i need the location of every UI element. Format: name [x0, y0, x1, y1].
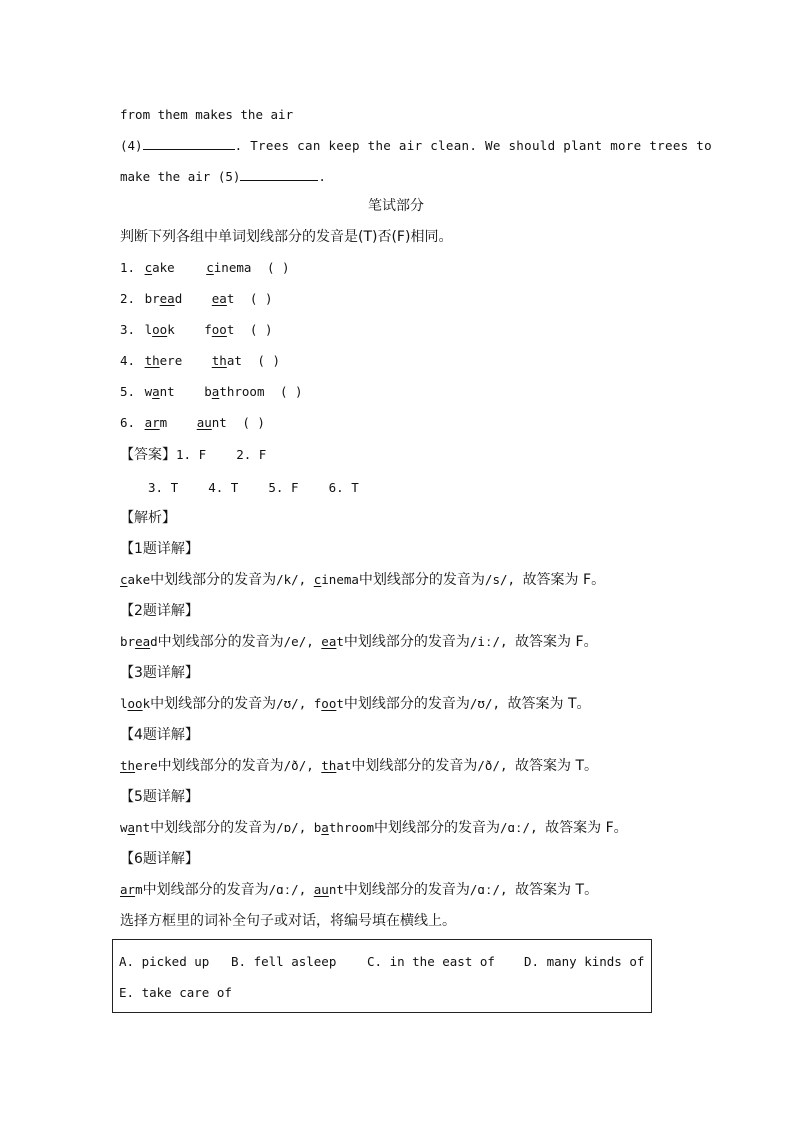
word-rest: ere	[159, 353, 183, 368]
analysis-label: 【解析】	[120, 510, 176, 526]
word-prefix: l	[120, 696, 128, 711]
underlined-part: a	[127, 820, 136, 835]
underlined-part: ea	[159, 291, 175, 306]
detail-heading: 【5题详解】	[120, 789, 199, 805]
underlined-part: oo	[321, 696, 337, 711]
word-rest: ake	[152, 260, 175, 275]
ipa: /k/,	[276, 572, 307, 587]
word-rest: ere	[135, 758, 158, 773]
underlined-part: c	[206, 260, 214, 275]
question-number: 6.	[120, 415, 136, 430]
passage-line	[120, 137, 712, 155]
underlined-part: oo	[127, 696, 143, 711]
detail-text: 故答案为 T。	[515, 758, 599, 774]
underlined-part: c	[120, 572, 128, 587]
option-c: C. in the east of	[367, 954, 495, 969]
question-row	[120, 321, 272, 339]
passage-text: . Trees can keep the air clean. We should plant more trees to	[234, 138, 712, 153]
word-rest: t	[226, 291, 235, 306]
detail-text: 中划线部分的发音为	[343, 634, 470, 650]
underlined-part: oo	[211, 322, 227, 337]
word-rest: throom	[328, 820, 374, 835]
detail-text: 中划线部分的发音为	[351, 758, 478, 774]
answer-blank[interactable]	[143, 137, 235, 150]
option-e: E. take care of	[119, 985, 232, 1000]
underlined-part: ea	[211, 291, 227, 306]
word-rest: d	[174, 291, 183, 306]
ipa: /ð/,	[283, 758, 314, 773]
word-rest: at	[226, 353, 242, 368]
detail-text: 故答案为 F。	[515, 634, 598, 650]
underlined-part: au	[313, 882, 329, 897]
ipa: /ɑː/,	[268, 882, 307, 897]
blank-number: (4)	[120, 138, 143, 153]
detail-text: 中划线部分的发音为	[157, 758, 284, 774]
word-rest: d	[150, 634, 158, 649]
ipa: /ɒ/,	[276, 820, 307, 835]
word-rest: nt	[328, 882, 344, 897]
detail-heading: 【4题详解】	[120, 727, 199, 743]
options-box	[112, 939, 652, 1013]
word-prefix: w	[144, 384, 153, 399]
word-prefix: b	[313, 820, 322, 835]
underlined-part: c	[313, 572, 322, 587]
option-d: D. many kinds of	[524, 954, 645, 969]
question-row	[120, 352, 280, 370]
detail-text: 中划线部分的发音为	[150, 820, 277, 836]
detail-text: 故答案为 T。	[515, 882, 599, 898]
word-rest: k	[167, 322, 175, 337]
question-number: 5.	[120, 384, 136, 399]
answer-values: 3. T 4. T 5. F 6. T	[148, 480, 359, 495]
word-prefix: br	[144, 291, 160, 306]
detail-text: 故答案为 F。	[522, 572, 606, 588]
underlined-part: a	[211, 384, 220, 399]
word-prefix: f	[313, 696, 322, 711]
answer-paren[interactable]: ( )	[242, 415, 265, 430]
underlined-part: c	[144, 260, 153, 275]
detail-text: 中划线部分的发音为	[142, 882, 269, 898]
answer-paren[interactable]: ( )	[249, 322, 273, 337]
underlined-part: oo	[152, 322, 168, 337]
question-number: 3.	[120, 322, 136, 337]
passage-text: make the air (5)	[120, 169, 241, 184]
word-rest: k	[142, 696, 151, 711]
question-row	[120, 414, 265, 432]
underlined-part: th	[321, 758, 337, 773]
detail-text: 中划线部分的发音为	[358, 572, 485, 588]
answer-paren[interactable]: ( )	[280, 384, 303, 399]
word-rest: m	[135, 882, 143, 897]
detail-line	[120, 633, 598, 651]
question-number: 2.	[120, 291, 136, 306]
detail-text: 中划线部分的发音为	[157, 634, 284, 650]
option-a: A. picked up	[119, 954, 210, 969]
detail-text: 中划线部分的发音为	[343, 882, 470, 898]
detail-text: 中划线部分的发音为	[373, 820, 500, 836]
word-prefix: w	[120, 820, 128, 835]
word-rest: t	[336, 696, 344, 711]
word-rest: t	[336, 634, 344, 649]
passage-line	[120, 168, 326, 186]
underlined-part: th	[120, 758, 136, 773]
question-row	[120, 290, 272, 308]
underlined-part: th	[144, 353, 160, 368]
question-number: 4.	[120, 353, 136, 368]
passage-text: .	[318, 169, 326, 184]
ipa: /ɑː/,	[469, 882, 508, 897]
ipa: /ɑː/,	[499, 820, 538, 835]
detail-line	[120, 881, 598, 899]
ipa: /ʊ/,	[276, 696, 307, 711]
word-prefix: l	[144, 322, 153, 337]
question-number: 1.	[120, 260, 136, 275]
detail-line	[120, 571, 605, 589]
ipa: /e/,	[283, 634, 314, 649]
underlined-part: au	[196, 415, 212, 430]
ipa: /ð/,	[477, 758, 508, 773]
word-rest: inema	[213, 260, 252, 275]
underlined-part: ea	[321, 634, 337, 649]
underlined-part: ar	[120, 882, 136, 897]
word-prefix: br	[120, 634, 136, 649]
detail-text: 故答案为 F。	[545, 820, 628, 836]
ipa: /s/,	[484, 572, 516, 587]
underlined-part: ea	[135, 634, 151, 649]
word-rest: at	[336, 758, 352, 773]
detail-text: 故答案为 T。	[507, 696, 591, 712]
word-rest: ake	[127, 572, 151, 587]
underlined-part: a	[321, 820, 329, 835]
detail-line	[120, 757, 598, 775]
answer-values: 1. F 2. F	[176, 447, 267, 462]
word-prefix: f	[204, 322, 212, 337]
answer-label: 【答案】	[120, 447, 176, 463]
underlined-part: a	[152, 384, 160, 399]
option-b: B. fell asleep	[231, 954, 337, 969]
word-rest: throom	[219, 384, 265, 399]
ipa: /iː/,	[469, 634, 508, 649]
instruction: 判断下列各组中单词划线部分的发音是(T)否(F)相同。	[120, 229, 453, 245]
detail-line	[120, 695, 591, 713]
word-rest: nt	[159, 384, 175, 399]
question-row	[120, 383, 303, 401]
detail-text: 中划线部分的发音为	[150, 572, 277, 588]
passage-line: from them makes the air	[120, 107, 294, 122]
section-title: 笔试部分	[368, 198, 424, 214]
ipa: /ʊ/,	[469, 696, 500, 711]
detail-text: 中划线部分的发音为	[343, 696, 470, 712]
answer-paren[interactable]: ( )	[266, 260, 290, 275]
answer-line	[120, 446, 266, 464]
detail-heading: 【1题详解】	[120, 541, 199, 557]
underlined-part: ar	[144, 415, 160, 430]
detail-heading: 【3题详解】	[120, 665, 199, 681]
detail-text: 中划线部分的发音为	[150, 696, 277, 712]
answer-paren[interactable]: ( )	[249, 291, 273, 306]
answer-blank[interactable]	[240, 168, 318, 181]
instruction: 选择方框里的词补全句子或对话，将编号填在横线上。	[120, 913, 456, 929]
word-prefix: b	[204, 384, 212, 399]
answer-paren[interactable]: ( )	[257, 353, 280, 368]
word-rest: t	[226, 322, 235, 337]
word-rest: nt	[211, 415, 227, 430]
word-rest: inema	[321, 572, 359, 587]
detail-line	[120, 819, 628, 837]
question-row	[120, 259, 290, 277]
underlined-part: th	[211, 353, 227, 368]
detail-heading: 【6题详解】	[120, 851, 199, 867]
detail-heading: 【2题详解】	[120, 603, 199, 619]
word-rest: nt	[135, 820, 151, 835]
word-rest: m	[159, 415, 168, 430]
